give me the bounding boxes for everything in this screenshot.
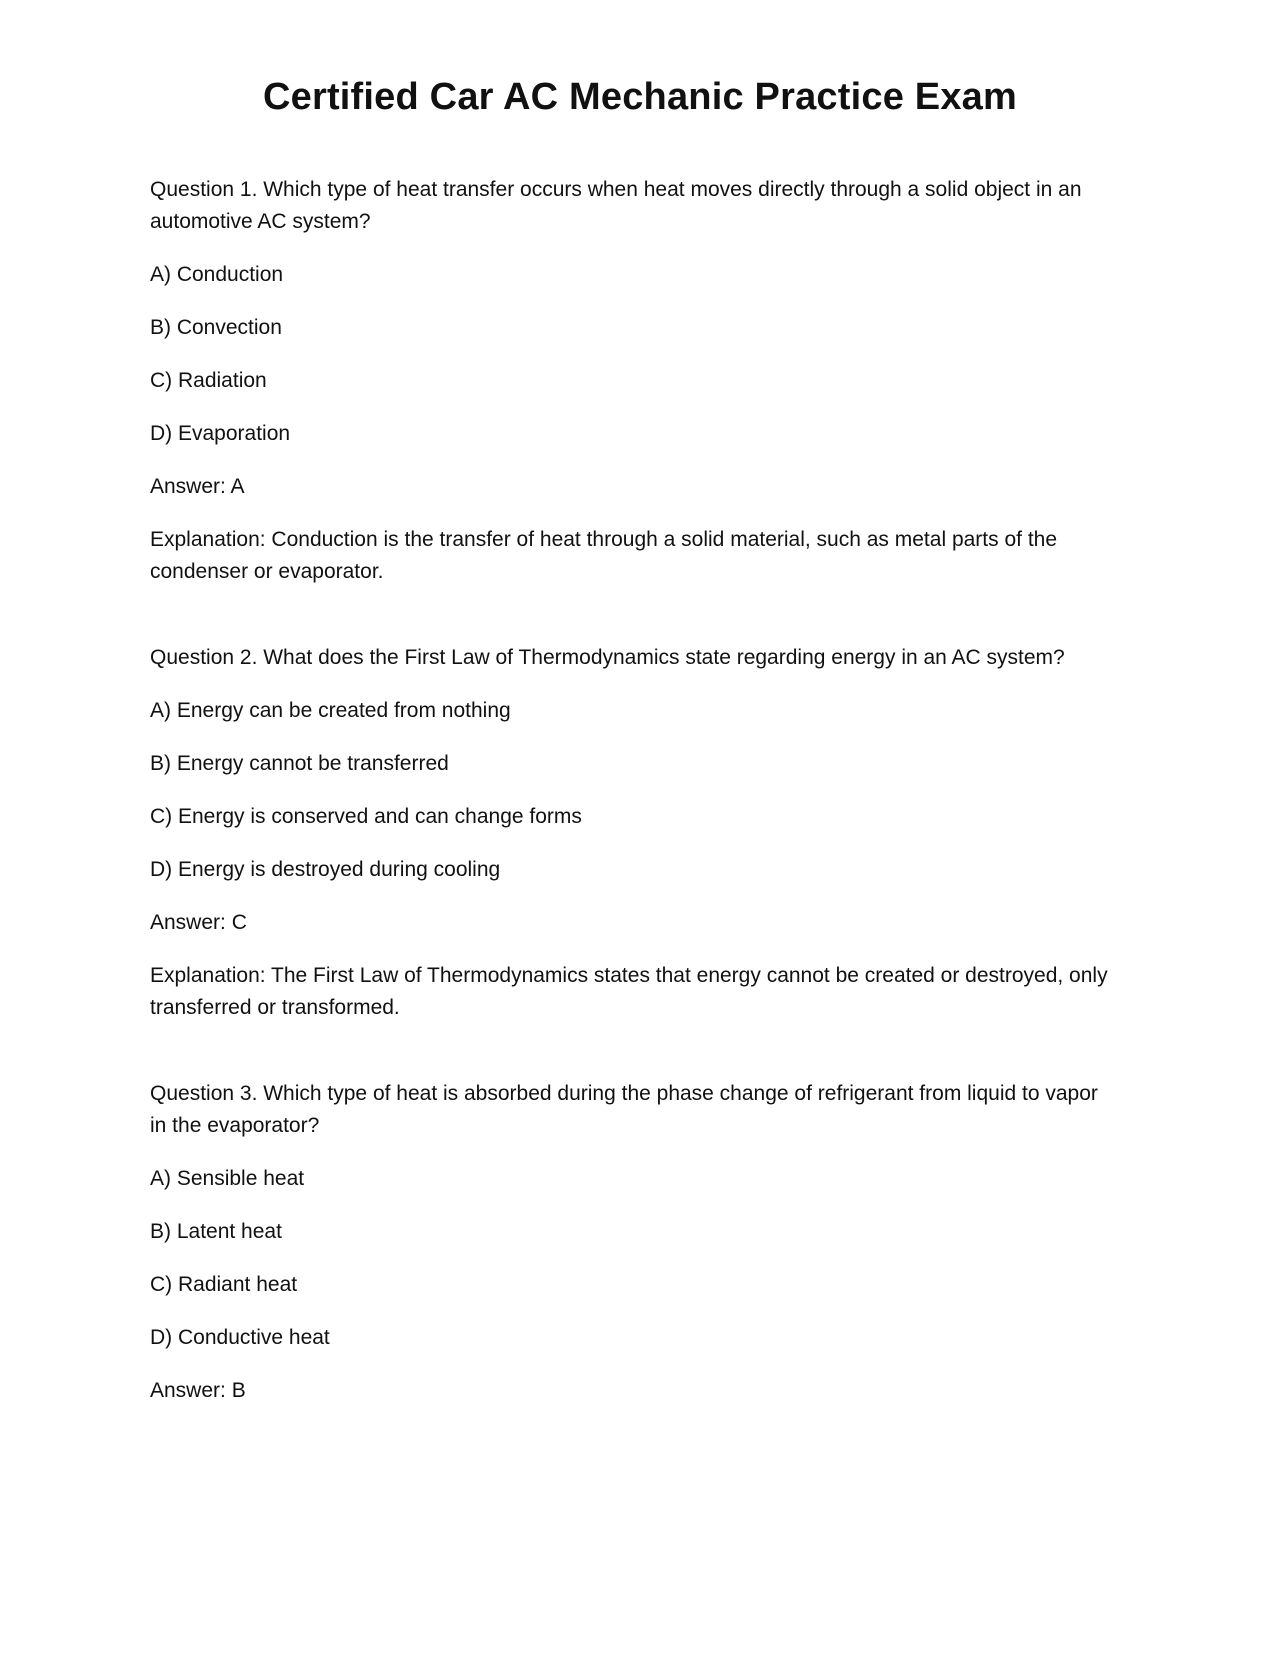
option-d: D) Conductive heat (150, 1326, 330, 1349)
question-text: Question 3. Which type of heat is absorbed during the phase change of refrigerant from liquid to vapor in the evaporator? (150, 1082, 1098, 1137)
answer: Answer: B (150, 1379, 246, 1402)
option-a: A) Energy can be created from nothing (150, 699, 511, 722)
option-c: C) Radiation (150, 369, 267, 392)
option-d: D) Energy is destroyed during cooling (150, 858, 501, 881)
explanation: Explanation: Conduction is the transfer of heat through a solid material, such as metal parts of the condenser or evaporator. (150, 528, 1058, 583)
question-text: Question 2. What does the First Law of Thermodynamics state regarding energy in an AC system? (150, 646, 1065, 669)
question-text: Question 1. Which type of heat transfer occurs when heat moves directly through a solid object in an automotive AC system? (150, 178, 1082, 233)
question-block-2 (150, 642, 1110, 1024)
option-a: A) Sensible heat (150, 1167, 305, 1190)
option-b: B) Energy cannot be transferred (150, 752, 449, 775)
question-list (150, 174, 1110, 1428)
option-c: C) Radiant heat (150, 1273, 298, 1296)
option-b: B) Latent heat (150, 1220, 282, 1243)
explanation: Explanation: The First Law of Thermodynamics states that energy cannot be created or destroyed, only transferred or transformed. (150, 964, 1108, 1019)
option-a: A) Conduction (150, 263, 284, 286)
question-block-1 (150, 174, 1110, 588)
question-block-3 (150, 1078, 1110, 1407)
answer: Answer: A (150, 475, 245, 498)
option-d: D) Evaporation (150, 422, 291, 445)
option-c: C) Energy is conserved and can change forms (150, 805, 582, 828)
page-title: Certified Car AC Mechanic Practice Exam (262, 76, 1017, 118)
option-b: B) Convection (150, 316, 282, 339)
answer: Answer: C (150, 911, 247, 934)
